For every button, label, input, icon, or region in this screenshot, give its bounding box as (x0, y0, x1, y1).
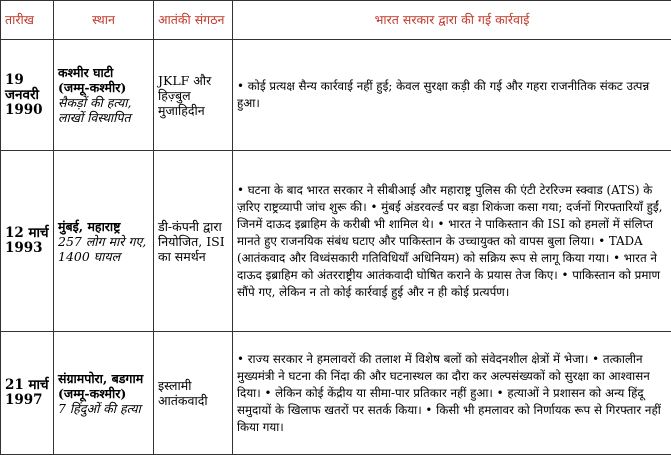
header-date: तारीख (1, 1, 54, 40)
cell-place (54, 40, 154, 151)
header-row (1, 1, 671, 40)
header-place: स्थान (54, 1, 154, 40)
header-action: भारत सरकार द्वारा की गई कार्रवाई (233, 1, 671, 40)
cell-date: 12 मार्च 1993 (1, 151, 54, 332)
cell-action: • कोई प्रत्यक्ष सैन्य कार्रवाई नहीं हुई; केवल सुरक्षा कड़ी की गई और गहरा राजनीतिक संकट उत्पन्न हुआ। (233, 40, 671, 151)
place-name: मुंबई, महाराष्ट्र (58, 219, 149, 234)
cell-date: 19 जनवरी 1990 (1, 40, 54, 151)
cell-org: डी-कंपनी द्वारा नियोजित, ISI का समर्थन (154, 151, 233, 332)
table-row (1, 332, 671, 455)
place-note: 7 हिंदुओं की हत्या (58, 401, 149, 416)
cell-date: 21 मार्च 1997 (1, 332, 54, 455)
cell-place (54, 332, 154, 455)
cell-action: • राज्य सरकार ने हमलावरों की तलाश में विशेष बलों को संवेदनशील क्षेत्रों में भेजा। • तत्कालीन मुख्यमंत्री ने घटना की निंदा की और घटनास्थल का दौरा कर अल्पसंख्यकों को सुरक्षा का आश्वासन दिया। • लेकिन कोई केंद्रीय या सीमा-पार प्रतिकार नहीं हुआ। • हत्याओं ने प्रशासन को अन्य हिंदू समुदायों के खिलाफ खतरों पर सतर्क किया। • किसी भी हमलावर को निर्णायक रूप से गिरफ्तार नहीं किया गया। (233, 332, 671, 455)
place-name: कश्मीर घाटी (जम्मू-कश्मीर) (58, 65, 149, 95)
header-org: आतंकी संगठन (154, 1, 233, 40)
cell-action: • घटना के बाद भारत सरकार ने सीबीआई और महाराष्ट्र पुलिस की एंटी टेररिज्म स्क्वाड (ATS) के ज़रिए राष्ट्रव्यापी जांच शुरू की। • मुंबई अंडरवर्ल्ड पर बड़ा शिकंजा कसा गया; दर्जनों गिरफ्तारियाँ हुईं, जिनमें दाऊद इब्राहिम के करीबी भी शामिल थे। • भारत ने पाकिस्तान की ISI को हमलों में संलिप्त मानते हुए राजनयिक संबंध घटाए और पाकिस्तान के उच्चायुक्त को वापस बुला लिया। • TADA (आतंकवाद और विध्वंसकारी गतिविधियाँ अधिनियम) को सक्रिय रूप से लागू किया गया। • भारत ने दाऊद इब्राहिम को अंतरराष्ट्रीय आतंकवादी घोषित कराने के प्रयास तेज किए। • पाकिस्तान को प्रमाण सौंपे गए, लेकिन न तो कोई कार्रवाई हुई और न ही कोई प्रत्यर्पण। (233, 151, 671, 332)
cell-org: इस्लामी आतंकवादी (154, 332, 233, 455)
place-name: संग्रामपोरा, बडगाम (जम्मू-कश्मीर) (58, 371, 149, 401)
cell-org: JKLF और हिज़्बुल मुजाहिदीन (154, 40, 233, 151)
table-row (1, 151, 671, 332)
cell-place (54, 151, 154, 332)
place-note: 257 लोग मारे गए, 1400 घायल (58, 234, 149, 264)
place-note: सैकड़ों की हत्या, लाखों विस्थापित (58, 95, 149, 125)
table-row (1, 40, 671, 151)
